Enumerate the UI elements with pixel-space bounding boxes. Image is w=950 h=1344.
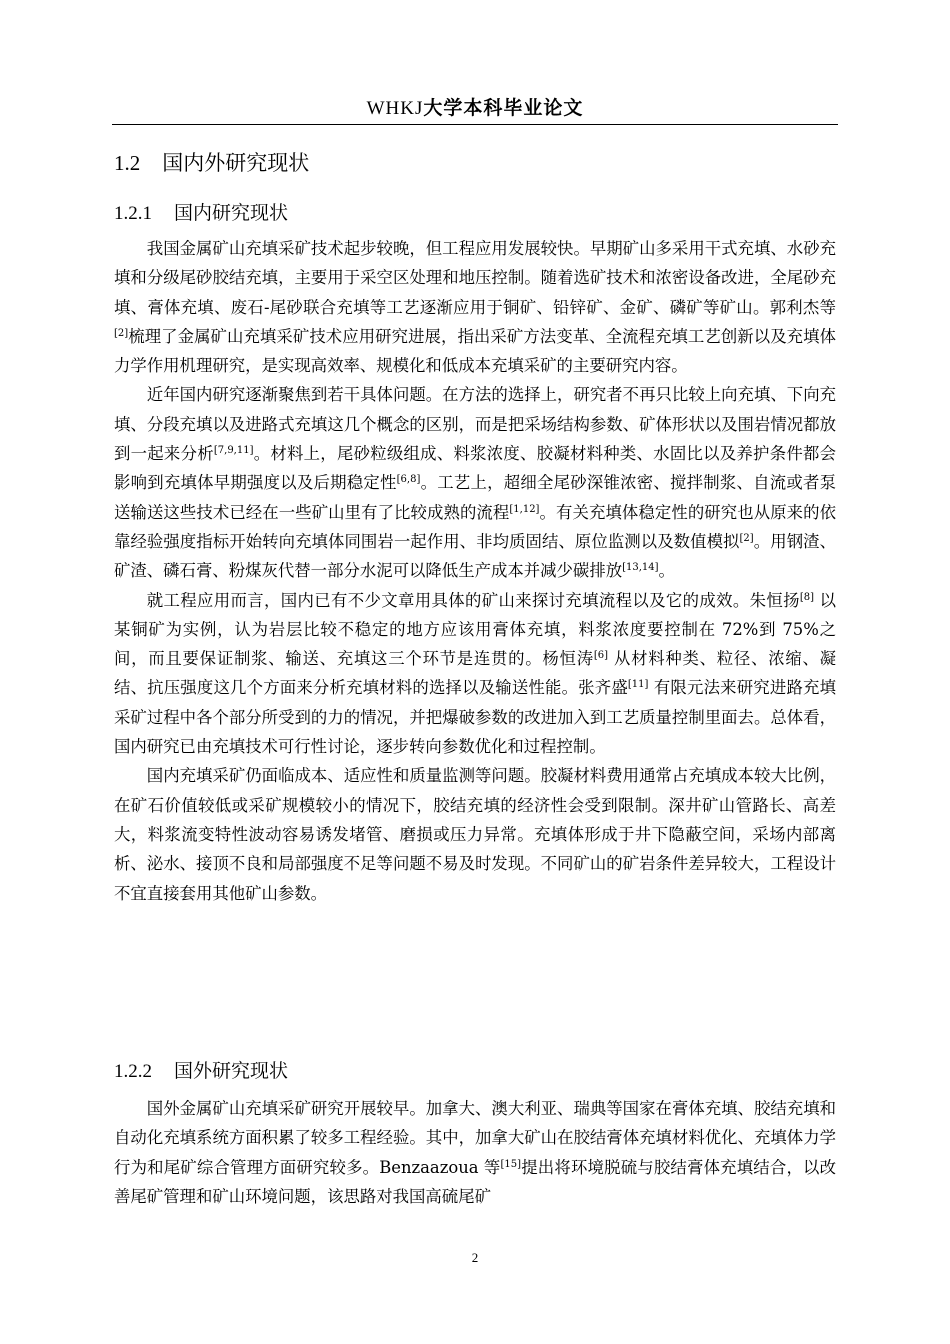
paragraph-4 — [114, 761, 836, 907]
text-run: 。有关充填体稳定性的研究也从原来的依靠经验强度指标开始转向充填体同围岩一起作用、非均质固结、原位监测以及数值模拟 — [114, 502, 837, 551]
subsection-title: 国内研究现状 — [174, 202, 289, 224]
text-run: 。工艺上，超细全尾砂深锥浓密、搅拌制浆、自流或者泵送输送这些技术已经在一些矿山里有了比较成熟的流程 — [114, 473, 837, 522]
domestic-body — [114, 234, 836, 908]
citation: [6] — [593, 650, 609, 662]
citation: [2] — [114, 327, 129, 339]
foreign-body — [114, 1094, 836, 1211]
paragraph-2 — [114, 380, 836, 585]
section-number: 1.2 — [114, 151, 141, 175]
citation: [11] — [627, 679, 649, 691]
citation: [8] — [799, 591, 815, 603]
text-run: 国外金属矿山充填采矿研究开展较早。加拿大、澳大利亚、瑞典等国家在膏体充填、胶结充填和自动化充填系统方面积累了较多工程经验。其中，加拿大矿山在胶结膏体充填材料优化、充填体力学行为和尾矿综合管理方面研究较多。Benzaazoua 等 — [114, 1099, 836, 1177]
text-run: 我国金属矿山充填采矿技术起步较晚，但工程应用发展较快。早期矿山多采用干式充填、水砂充填和分级尾砂胶结充填，主要用于采空区处理和地压控制。随着选矿技术和浓密设备改进，全尾砂充填、膏体充填、废石-尾砂联合充填等工艺逐渐应用于铜矿、铅锌矿、金矿、磷矿等矿山。郭利杰等 — [114, 239, 836, 317]
subsection-title: 国外研究现状 — [174, 1060, 289, 1082]
subsection-heading-foreign — [114, 1056, 288, 1083]
text-run: 从材料种类、粒径、浓缩、凝结、抗压强度这几个方面来分析充填材料的选择以及输送性能。张齐盛 — [114, 649, 837, 698]
text-run: 以某铜矿为实例，认为岩层比较不稳定的地方应该用膏体充填，料浆浓度要控制在 72%到 75%之间，而且要保证制浆、输送、充填这三个环节是连贯的。杨恒涛 — [114, 590, 837, 669]
section-title: 国内外研究现状 — [162, 151, 310, 175]
paragraph-5 — [114, 1094, 836, 1211]
section-heading — [114, 147, 309, 177]
citation: [13,14] — [622, 562, 659, 574]
header-title: 大学本科毕业论文 — [423, 97, 584, 119]
header-rule — [112, 124, 838, 125]
text-run: 梳理了金属矿山充填采矿技术应用研究进展，指出采矿方法变革、全流程充填工艺创新以及充填体力学作用机理研究，是实现高效率、规模化和低成本充填采矿的主要研究内容。 — [114, 326, 836, 376]
text-run: 有限元法来研究进路充填采矿过程中各个部分所受到的力的情况，并把爆破参数的改进加入到工艺质量控制里面去。总体看，国内研究已由充填技术可行性讨论，逐步转向参数优化和过程控制。 — [114, 678, 836, 757]
citation: [15] — [500, 1158, 522, 1170]
subsection-number: 1.2.1 — [114, 203, 152, 224]
text-run: 就工程应用而言，国内已有不少文章用具体的矿山来探讨充填流程以及它的成效。朱恒扬 — [146, 590, 800, 610]
subsection-heading-domestic — [114, 198, 288, 225]
text-run: 。用钢渣、矿渣、磷石膏、粉煤灰代替一部分水泥可以降低生产成本并减少碳排放 — [114, 531, 837, 581]
paragraph-3 — [114, 586, 836, 762]
text-run: 。材料上，尾砂粒级组成、料浆浓度、胶凝材料种类、水固比以及养护条件都会影响到充填体早期强度以及后期稳定性 — [114, 444, 837, 493]
text-run: 国内充填采矿仍面临成本、适应性和质量监测等问题。胶凝材料费用通常占充填成本较大比例，在矿石价值较低或采矿规模较小的情况下，胶结充填的经济性会受到限制。深井矿山管路长、高差大，料浆流变特性波动容易诱发堵管、磨损或压力异常。充填体形成于井下隐蔽空间，采场内部离析、泌水、接顶不良和局部强度不足等问题不易及时发现。不同矿山的矿岩条件差异较大，工程设计不宜直接套用其他矿山参数。 — [114, 766, 836, 903]
header-abbrev: WHKJ — [366, 98, 424, 119]
subsection-number: 1.2.2 — [114, 1061, 152, 1082]
paragraph-1 — [114, 234, 836, 380]
citation: [2] — [739, 532, 754, 544]
text-run: 提出将环境脱硫与胶结膏体充填结合，以改善尾矿管理和矿山环境问题，该思路对我国高硫尾矿 — [114, 1157, 836, 1206]
citation: [1,12] — [509, 503, 540, 515]
citation: [7,9,11] — [213, 445, 254, 457]
text-run: 。 — [658, 561, 675, 581]
running-header — [112, 93, 838, 120]
citation: [6,8] — [396, 474, 421, 486]
page-number: 2 — [471, 1250, 479, 1265]
text-run: 近年国内研究逐渐聚焦到若干具体问题。在方法的选择上，研究者不再只比较上向充填、下向充填、分段充填以及进路式充填这几个概念的区别，而是把采场结构参数、矿体形状以及围岩情况都放到一起来分析 — [114, 385, 836, 464]
